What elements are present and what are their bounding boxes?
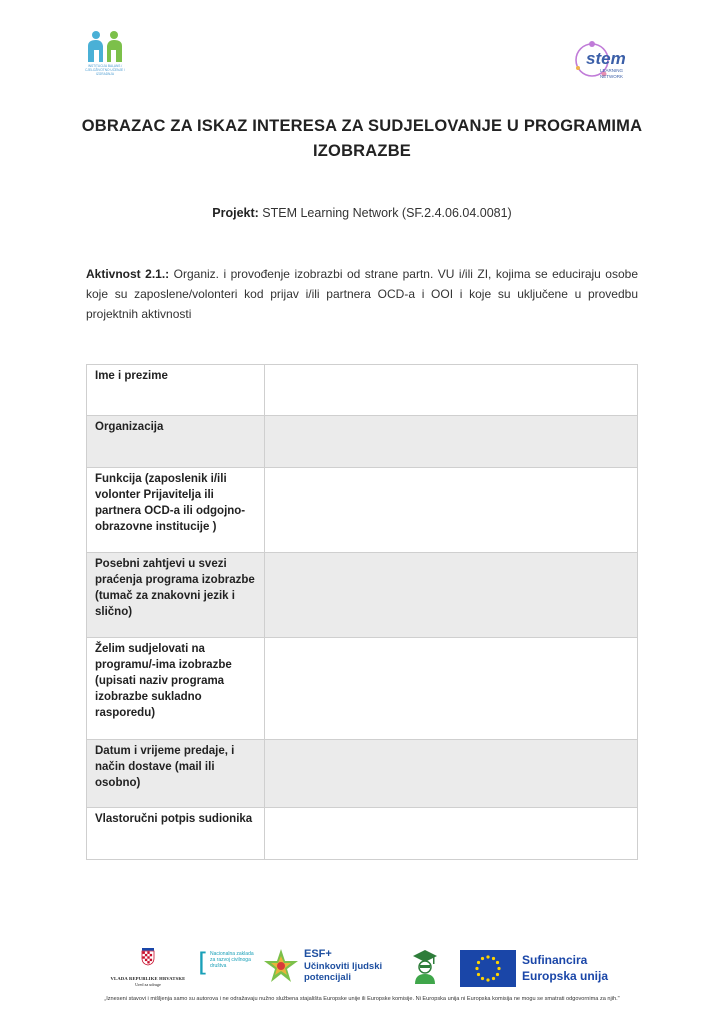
eu-text: [522, 952, 608, 984]
eu-flag-icon: [460, 950, 516, 987]
row-label-submission-date: Datum i vrijeme predaje, i način dostave (mail ili osobno): [87, 740, 265, 808]
activity-label: Aktivnost 2.1.:: [86, 267, 170, 281]
function-field[interactable]: [265, 468, 638, 553]
eu-disclaimer: „Izneseni stavovi i mišljenja samo su autorova i ne odražavaju nužno službena stajališta Europske unije ili Europske komisije. Ni Europska unija ni Europska komisija ne mogu se smatrati odgovornima za njih.": [104, 996, 620, 1002]
bracket-icon: [: [198, 948, 209, 978]
graduate-icon: [412, 948, 438, 984]
interest-form-table: [86, 364, 638, 860]
name-field[interactable]: [265, 365, 638, 416]
esf-star-icon: [262, 948, 300, 986]
table-row: [87, 365, 638, 416]
project-label: Projekt:: [212, 206, 259, 220]
institution-logo: [82, 30, 128, 84]
table-row: [87, 468, 638, 553]
table-row: [87, 808, 638, 860]
row-label-function: Funkcija (zaposlenik i/ili volonter Prijavitelja ili partnera OCD-a ili odgojno-obrazovne institucije ): [87, 468, 265, 553]
project-line: [80, 206, 644, 220]
stem-logo-caption-2: NETWORK: [600, 74, 623, 79]
form-title-line1: OBRAZAC ZA ISKAZ INTERESA ZA SUDJELOVANJE U PROGRAMIMA: [81, 117, 643, 135]
form-title: [80, 114, 644, 164]
institution-logo-caption: INSTITUCIJA BALANS / CJELOŽIVOTNO UČENJE / IZGRADNJA: [85, 64, 125, 76]
special-requirements-field[interactable]: [265, 553, 638, 638]
table-row: [87, 740, 638, 808]
stem-learning-network-logo: [574, 38, 640, 84]
activity-paragraph: [86, 264, 638, 324]
row-label-name: Ime i prezime: [87, 365, 265, 416]
table-row: [87, 553, 638, 638]
submission-date-field[interactable]: [265, 740, 638, 808]
national-foundation-logo: [198, 950, 258, 984]
row-label-signature: Vlastoručni potpis sudionika: [87, 808, 265, 860]
esf-line2: Učinkoviti ljudski potencijali: [304, 961, 383, 983]
activity-text: Organiz. i provođenje izobrazbi od strane partn. VU i/ili ZI, kojima se educiraju osobe koje su zaposlene/volonteri kod prijav i/ili partnera OCD-a i OOI i koje su uključene u provedbu projektnih aktivnosti: [86, 267, 639, 321]
coat-of-arms-icon: [141, 948, 155, 966]
croatian-government-logo: [106, 948, 190, 987]
project-value: STEM Learning Network (SF.2.4.06.04.0081): [258, 206, 512, 220]
organization-field[interactable]: [265, 416, 638, 468]
programs-field[interactable]: [265, 638, 638, 740]
table-row: [87, 638, 638, 740]
signature-field[interactable]: [265, 808, 638, 860]
esf-line1: ESF+: [304, 948, 332, 960]
vlada-line1: VLADA REPUBLIKE HRVATSKE: [110, 976, 186, 981]
stem-logo-caption-1: LEARNING: [600, 68, 624, 73]
table-row: [87, 416, 638, 468]
row-label-programs: Želim sudjelovati na programu/-ima izobrazbe (upisati naziv programa izobrazbe sukladno rasporedu): [87, 638, 265, 740]
row-label-organization: Organizacija: [87, 416, 265, 468]
vlada-line2: Ured za udruge: [135, 982, 161, 987]
eu-line1: Sufinancira: [522, 953, 588, 967]
row-label-special-requirements: Posebni zahtjevi u svezi praćenja programa izobrazbe (tumač za znakovni jezik i slično): [87, 553, 265, 638]
eu-line2: Europska unija: [522, 969, 609, 983]
stem-logo-word: stem: [586, 49, 626, 68]
zaklada-text: Nacionalna zaklada za razvoj civilnoga društva: [210, 951, 254, 969]
eu-cofinancing-logo: [460, 948, 630, 988]
esf-logo: [262, 948, 402, 988]
form-title-line2: IZOBRAZBE: [312, 142, 412, 160]
